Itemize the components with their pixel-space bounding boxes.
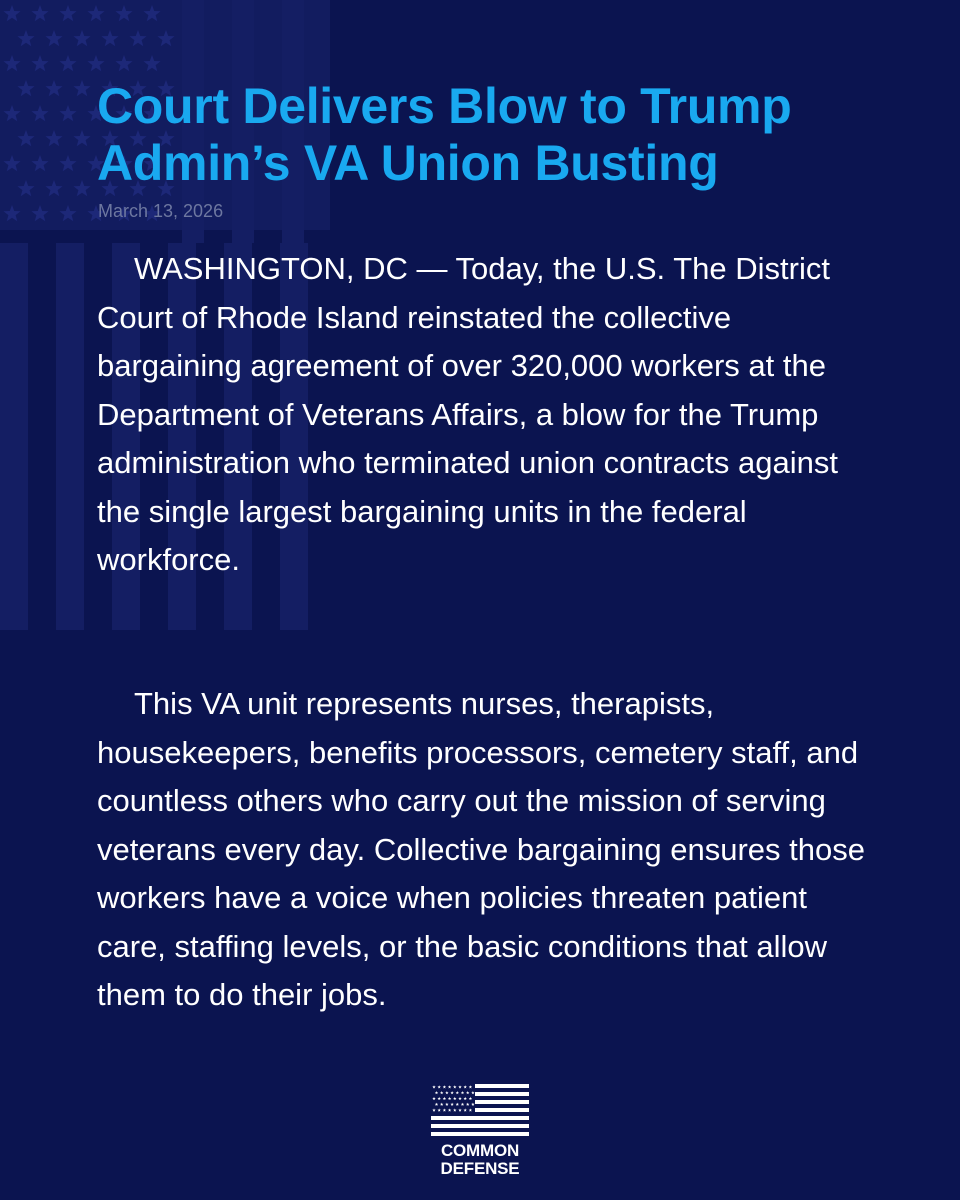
logo-line-2: DEFENSE bbox=[440, 1159, 520, 1178]
paragraph-1: WASHINGTON, DC — Today, the U.S. The District Court of Rhode Island reinstated the collective bargaining agreement of over 320,000 workers at the Department of Veterans Affairs, a blow for the Trump administration who terminated union contracts against the single largest bargaining units in the federal workforce. bbox=[97, 251, 838, 577]
common-defense-logo bbox=[431, 1084, 529, 1178]
headline: Court Delivers Blow to Trump Admin’s VA Union Busting bbox=[97, 78, 792, 191]
flag-logo-icon bbox=[431, 1084, 529, 1138]
logo-line-1: COMMON bbox=[440, 1141, 520, 1160]
date: March 13, 2026 bbox=[98, 201, 224, 221]
paragraph-2: This VA unit represents nurses, therapists, housekeepers, benefits processors, cemetery staff, and countless others who carry out the mission of serving veterans every day. Collective bargaining ensures those workers have a voice when policies threaten patient care, staffing levels, or the basic conditions that allow them to do their jobs. bbox=[97, 686, 865, 1012]
